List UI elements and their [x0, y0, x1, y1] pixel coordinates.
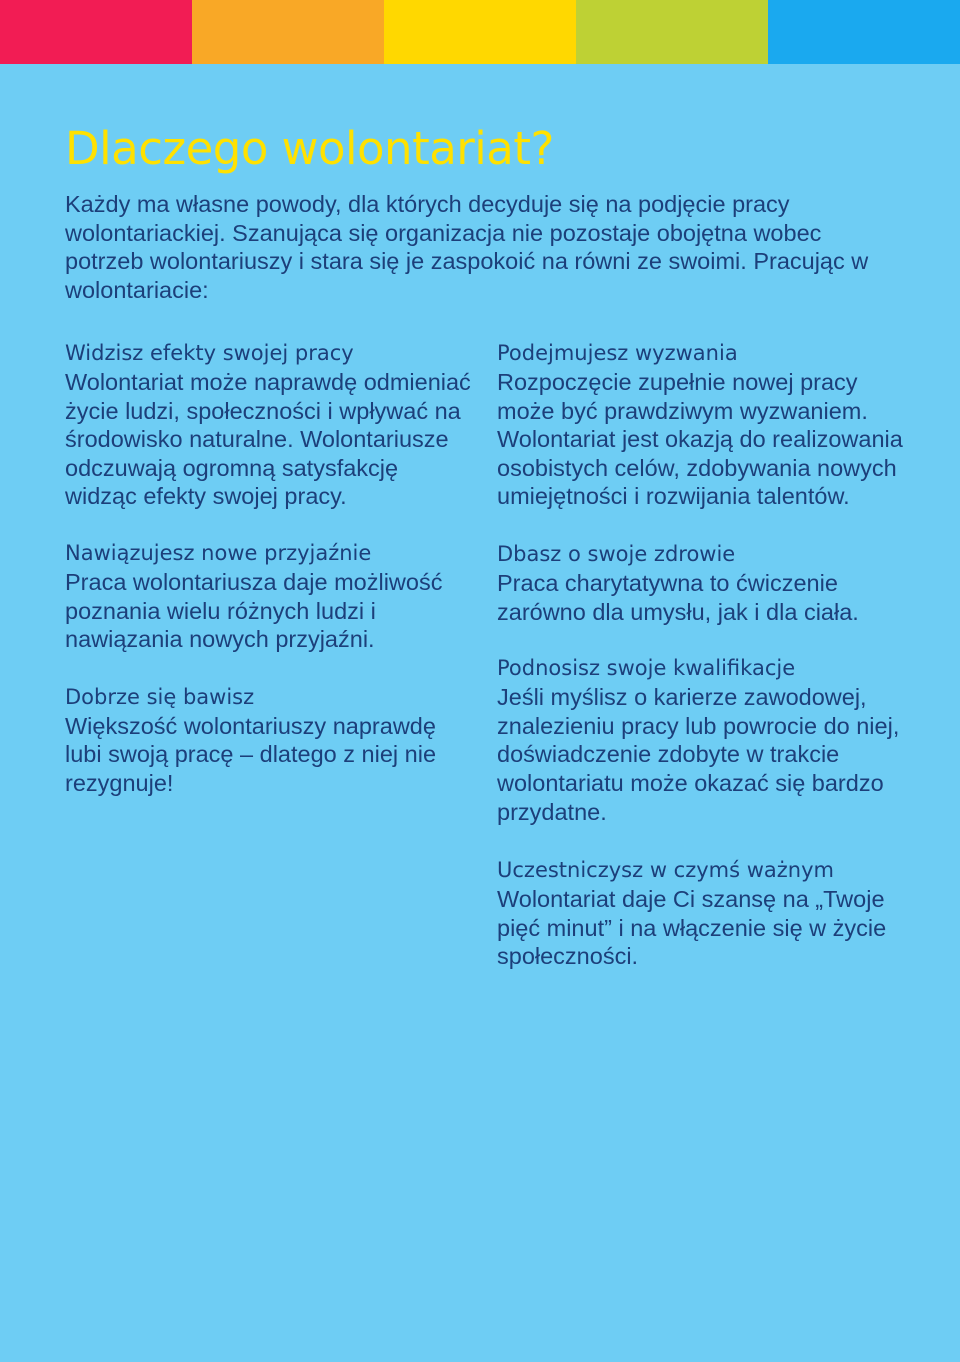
section-health — [497, 540, 917, 626]
section-friendships — [65, 539, 475, 654]
section-heading: Widzisz efekty swojej pracy — [65, 341, 354, 365]
section-heading: Podejmujesz wyzwania — [497, 341, 738, 365]
left-column — [65, 339, 475, 798]
section-body: Praca wolontariusza daje możliwość poznania wielu różnych ludzi i nawiązania nowych przyjaźni. — [65, 568, 443, 653]
section-fun — [65, 683, 475, 798]
section-body: Wolontariat daje Ci szansę na „Twoje pięć minut” i na włączenie się w życie społeczności. — [497, 886, 887, 970]
page-title: Dlaczego wolontariat? — [65, 122, 554, 175]
section-body: Większość wolontariuszy naprawdę lubi swoją pracę – dlatego z niej nie rezygnuje! — [65, 712, 437, 796]
section-body: Praca charytatywna to ćwiczenie zarówno dla umysłu, jak i dla ciała. — [497, 569, 859, 625]
intro-paragraph: Każdy ma własne powody, dla których decyduje się na podjęcie pracy wolontariackiej. Szanująca się organizacja nie pozostaje obojętna wobec potrzeb wolontariuszy i stara się je zaspokoić na równi ze swoimi. Pracując w wolontariacie: — [65, 191, 869, 303]
section-body: Jeśli myślisz o karierze zawodowej, znalezieniu pracy lub powrocie do niej, doświadczenie zdobyte w trakcie wolontariatu może okazać się bardzo przydatne. — [497, 684, 900, 825]
color-strip-yellow — [384, 0, 576, 64]
section-heading: Dobrze się bawisz — [65, 684, 255, 709]
section-body: Wolontariat może naprawdę odmieniać życie ludzi, społeczności i wpływać na środowisko naturalne. Wolontariusze odczuwają ogromną satysfakcję widząc efekty swojej pracy. — [65, 369, 471, 510]
section-heading: Dbasz o swoje zdrowie — [497, 541, 736, 566]
section-heading: Podnosisz swoje kwalifikacje — [497, 656, 796, 681]
section-heading: Nawiązujesz nowe przyjaźnie — [65, 540, 372, 565]
section-qualifications — [497, 654, 917, 826]
color-strip — [0, 0, 960, 64]
section-heading: Uczestniczysz w czymś ważnym — [497, 858, 834, 883]
right-column — [497, 339, 917, 971]
section-body: Rozpoczęcie zupełnie nowej pracy może być prawdziwym wyzwaniem. Wolontariat jest okazją do realizowania osobistych celów, zdobywania nowych umiejętności i rozwijania talentów. — [497, 369, 903, 510]
section-challenges — [497, 339, 917, 511]
section-effects — [65, 339, 475, 511]
color-strip-orange — [192, 0, 384, 64]
color-strip-blue — [768, 0, 960, 64]
color-strip-red — [0, 0, 192, 64]
color-strip-green — [576, 0, 768, 64]
section-important — [497, 856, 917, 971]
